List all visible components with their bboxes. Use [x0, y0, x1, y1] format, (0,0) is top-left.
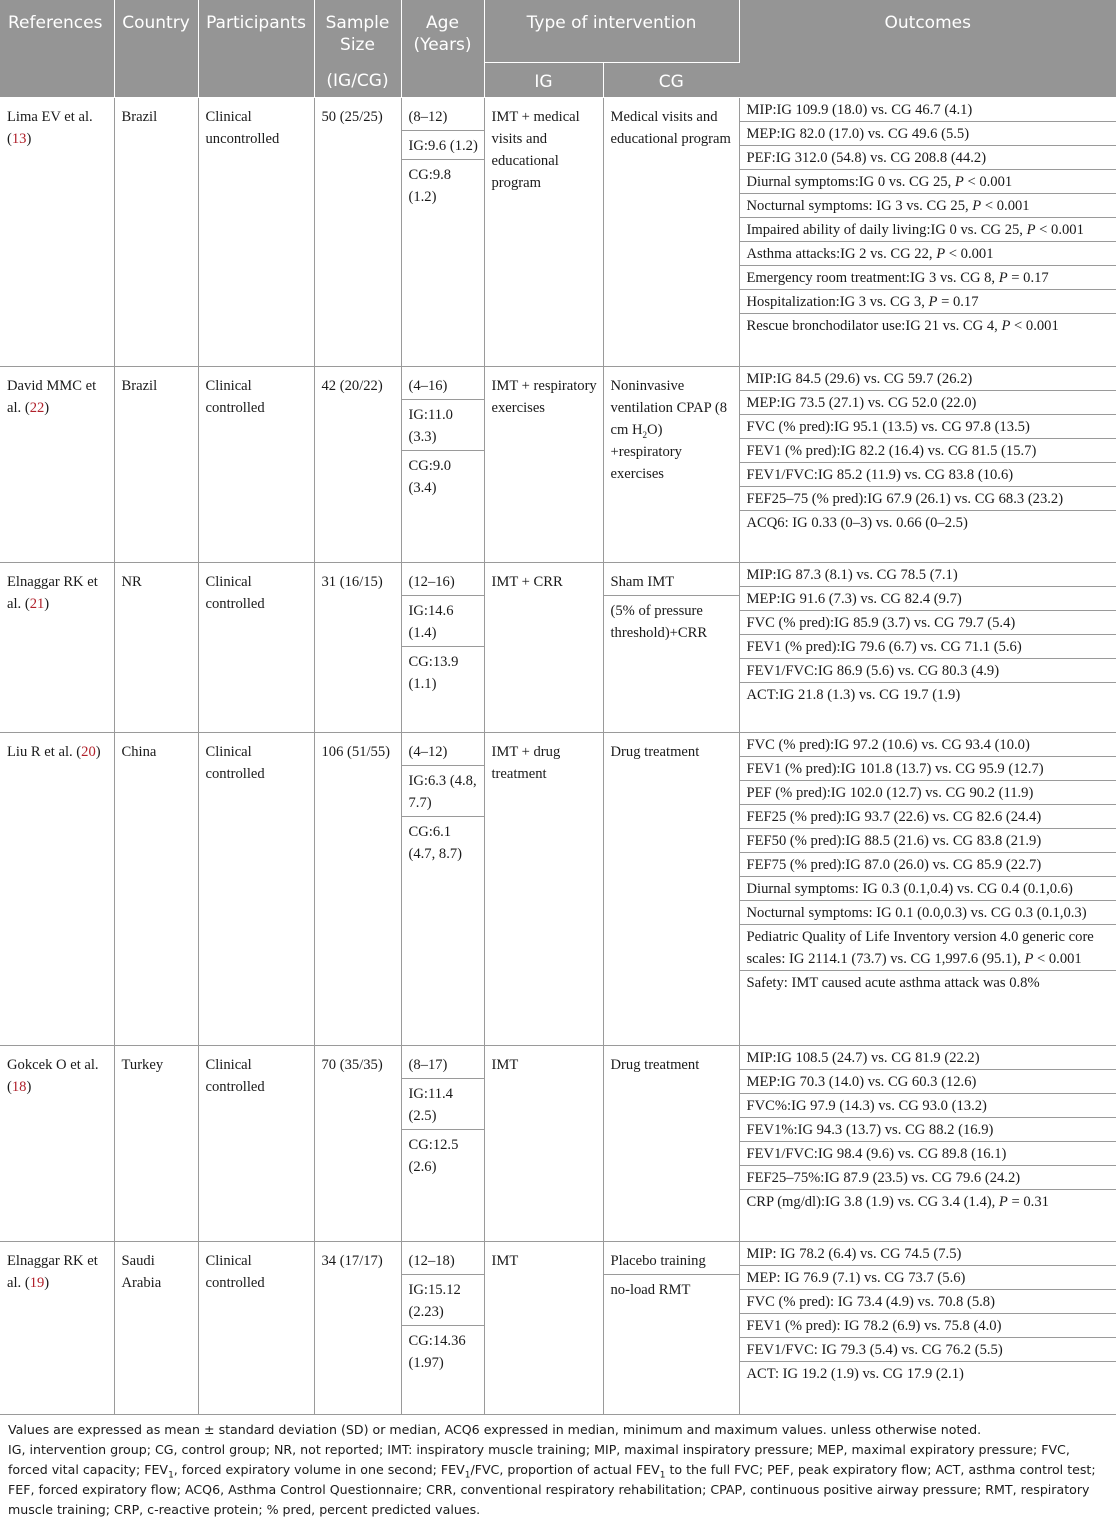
cell-reference: [0, 562, 114, 732]
header-ig: IG: [484, 62, 603, 97]
outcome-item: ACT: IG 19.2 (1.9) vs. CG 17.9 (2.1): [746, 1365, 964, 1382]
outcome-item: FEV1 (% pred):IG 79.6 (6.7) vs. CG 71.1 (5.6): [740, 635, 1116, 659]
age-value: (4–12): [402, 733, 484, 766]
age-value: IG:15.12 (2.23): [402, 1275, 484, 1326]
reference-close: ): [44, 399, 50, 416]
header-age: Age (Years): [401, 0, 484, 97]
age-value: CG:9.0 (3.4): [408, 457, 452, 496]
header-intervention: Type of intervention: [484, 0, 739, 62]
reference-name: Gokcek O et al. (: [7, 1056, 99, 1095]
cell-age: [401, 1045, 484, 1241]
cell-outcomes: [739, 366, 1116, 562]
header-participants: Participants: [198, 0, 314, 97]
outcome-item: Impaired ability of daily living:IG 0 vs. CG 25, P < 0.001: [740, 218, 1116, 242]
age-value: (8–17): [402, 1046, 484, 1079]
outcome-item: MIP:IG 87.3 (8.1) vs. CG 78.5 (7.1): [740, 563, 1116, 587]
cg-value: (5% of pressure threshold)+CRR: [610, 602, 708, 641]
cell-country: Turkey: [114, 1045, 198, 1241]
cell-intervention-ig: [484, 366, 603, 562]
outcome-item: MEP:IG 91.6 (7.3) vs. CG 82.4 (9.7): [740, 587, 1116, 611]
reference-close: ): [26, 1078, 32, 1095]
outcome-item: FEV1 (% pred):IG 101.8 (13.7) vs. CG 95.9 (12.7): [740, 757, 1116, 781]
age-value: (12–18): [402, 1242, 484, 1275]
ig-value: IMT: [491, 1252, 519, 1269]
cell-reference: [0, 732, 114, 1045]
outcome-item: MEP: IG 76.9 (7.1) vs. CG 73.7 (5.6): [740, 1266, 1116, 1290]
cg-value: Sham IMT: [604, 563, 739, 596]
header-sample-sub: (IG/CG): [314, 62, 401, 97]
study-group: [0, 732, 1116, 1045]
outcome-item: MEP:IG 82.0 (17.0) vs. CG 49.6 (5.5): [740, 122, 1116, 146]
study-group: [0, 1045, 1116, 1241]
cell-country: Saudi Arabia: [114, 1241, 198, 1414]
outcome-item: FEV1/FVC:IG 98.4 (9.6) vs. CG 89.8 (16.1): [740, 1142, 1116, 1166]
study-group: [0, 366, 1116, 562]
cg-value: no-load RMT: [610, 1281, 691, 1298]
reference-name: Lima EV et al. (: [7, 108, 93, 147]
reference-link[interactable]: 20: [81, 743, 96, 760]
outcome-item: MIP:IG 109.9 (18.0) vs. CG 46.7 (4.1): [740, 98, 1116, 122]
table-row: [0, 562, 1116, 732]
cell-country: Brazil: [114, 366, 198, 562]
outcome-item: Rescue bronchodilator use:IG 21 vs. CG 4, P < 0.001: [746, 317, 1059, 334]
outcome-item: FVC (% pred):IG 95.1 (13.5) vs. CG 97.8 (13.5): [740, 415, 1116, 439]
reference-close: ): [44, 1274, 50, 1291]
outcome-item: CRP (mg/dl):IG 3.8 (1.9) vs. CG 3.4 (1.4), P = 0.31: [746, 1193, 1049, 1210]
cell-outcomes: [739, 732, 1116, 1045]
outcome-item: Diurnal symptoms: IG 0.3 (0.1,0.4) vs. CG 0.4 (0.1,0.6): [740, 877, 1116, 901]
outcome-item: Emergency room treatment:IG 3 vs. CG 8, P = 0.17: [740, 266, 1116, 290]
outcome-item: FEV1 (% pred):IG 82.2 (16.4) vs. CG 81.5 (15.7): [740, 439, 1116, 463]
cell-intervention-ig: [484, 1241, 603, 1414]
cell-intervention-cg: [603, 366, 739, 562]
outcome-item: Diurnal symptoms:IG 0 vs. CG 25, P < 0.001: [740, 170, 1116, 194]
header-cg: CG: [603, 62, 739, 97]
cell-age: [401, 732, 484, 1045]
cell-sample-size: 31 (16/15): [314, 562, 401, 732]
cell-reference: [0, 366, 114, 562]
cell-participants: Clinical controlled: [198, 366, 314, 562]
cell-intervention-cg: [603, 732, 739, 1045]
outcome-item: FEF75 (% pred):IG 87.0 (26.0) vs. CG 85.9 (22.7): [740, 853, 1116, 877]
outcome-item: Pediatric Quality of Life Inventory version 4.0 generic core scales: IG 2114.1 (73.7) vs. CG 1,997.6 (95.1), P < 0.001: [740, 925, 1116, 971]
reference-link[interactable]: 18: [11, 1078, 27, 1095]
outcome-item: FEV1 (% pred): IG 78.2 (6.9) vs. 75.8 (4.0): [740, 1314, 1116, 1338]
cell-intervention-ig: [484, 1045, 603, 1241]
cell-country: Brazil: [114, 97, 198, 366]
cell-outcomes: [739, 562, 1116, 732]
outcome-item: FEV1%:IG 94.3 (13.7) vs. CG 88.2 (16.9): [740, 1118, 1116, 1142]
cell-outcomes: [739, 1045, 1116, 1241]
outcome-item: ACQ6: IG 0.33 (0–3) vs. 0.66 (0–2.5): [746, 514, 968, 531]
cell-sample-size: 34 (17/17): [314, 1241, 401, 1414]
header-sample-size: Sample Size: [314, 0, 401, 62]
cell-participants: Clinical controlled: [198, 1241, 314, 1414]
cell-age: [401, 562, 484, 732]
cell-intervention-cg: [603, 1241, 739, 1414]
cell-intervention-cg: [603, 1045, 739, 1241]
cell-participants: Clinical controlled: [198, 562, 314, 732]
table-row: [0, 97, 1116, 366]
reference-close: ): [44, 595, 50, 612]
cell-reference: [0, 97, 114, 366]
outcome-item: MEP:IG 73.5 (27.1) vs. CG 52.0 (22.0): [740, 391, 1116, 415]
age-value: IG:11.4 (2.5): [402, 1079, 484, 1130]
table-row: [0, 1241, 1116, 1414]
reference-name: Liu R et al. (: [7, 743, 82, 760]
cell-reference: [0, 1241, 114, 1414]
outcome-item: FVC (% pred):IG 85.9 (3.7) vs. CG 79.7 (5.4): [740, 611, 1116, 635]
cg-value: Placebo training: [604, 1242, 739, 1275]
cg-value: Medical visits and educational program: [610, 108, 731, 147]
age-value: (12–16): [402, 563, 484, 596]
cell-intervention-ig: [484, 732, 603, 1045]
age-value: IG:14.6 (1.4): [402, 596, 484, 647]
age-value: IG:9.6 (1.2): [402, 131, 484, 160]
study-group: [0, 1241, 1116, 1414]
cell-outcomes: [739, 1241, 1116, 1414]
outcome-item: FEV1/FVC:IG 86.9 (5.6) vs. CG 80.3 (4.9): [740, 659, 1116, 683]
outcome-item: FEF25–75%:IG 87.9 (23.5) vs. CG 79.6 (24.2): [740, 1166, 1116, 1190]
age-value: (8–12): [402, 98, 484, 131]
cell-participants: Clinical uncontrolled: [198, 97, 314, 366]
reference-name: Elnaggar RK et al. (: [7, 1252, 98, 1291]
outcome-item: MIP:IG 108.5 (24.7) vs. CG 81.9 (22.2): [740, 1046, 1116, 1070]
cg-value: Drug treatment: [610, 743, 700, 760]
cell-age: [401, 1241, 484, 1414]
outcome-item: FVC (% pred):IG 97.2 (10.6) vs. CG 93.4 (10.0): [740, 733, 1116, 757]
outcome-item: FEV1/FVC: IG 79.3 (5.4) vs. CG 76.2 (5.5): [740, 1338, 1116, 1362]
cell-sample-size: 70 (35/35): [314, 1045, 401, 1241]
age-value: CG:14.36 (1.97): [408, 1332, 466, 1371]
cell-country: NR: [114, 562, 198, 732]
table-row: [0, 732, 1116, 1045]
reference-close: ): [95, 743, 101, 760]
footnote-values: Values are expressed as mean ± standard deviation (SD) or median, ACQ6 expressed in median, minimum and maximum values. unless otherwise noted.: [8, 1422, 982, 1437]
outcome-item: MIP:IG 84.5 (29.6) vs. CG 59.7 (26.2): [740, 367, 1116, 391]
cell-sample-size: 42 (20/22): [314, 366, 401, 562]
outcome-item: FEF25 (% pred):IG 93.7 (22.6) vs. CG 82.6 (24.4): [740, 805, 1116, 829]
cell-age: [401, 366, 484, 562]
outcome-item: Safety: IMT caused acute asthma attack was 0.8%: [746, 974, 1040, 991]
study-group: [0, 97, 1116, 366]
ig-value: IMT + medical visits and educational program: [491, 108, 580, 191]
study-group: [0, 562, 1116, 732]
age-value: IG:6.3 (4.8, 7.7): [402, 766, 484, 817]
cell-reference: [0, 1045, 114, 1241]
cell-sample-size: 50 (25/25): [314, 97, 401, 366]
table-header: [0, 0, 1116, 97]
reference-link[interactable]: 21: [29, 595, 45, 612]
header-references: References: [0, 0, 114, 97]
age-value: CG:12.5 (2.6): [408, 1136, 459, 1175]
age-value: CG:13.9 (1.1): [408, 653, 459, 692]
age-value: IG:11.0 (3.3): [402, 400, 484, 451]
ig-value: IMT + respiratory exercises: [491, 377, 597, 416]
outcome-item: FEF25–75 (% pred):IG 67.9 (26.1) vs. CG 68.3 (23.2): [740, 487, 1116, 511]
cg-value: Drug treatment: [610, 1056, 700, 1073]
cell-age: [401, 97, 484, 366]
cell-participants: Clinical controlled: [198, 1045, 314, 1241]
outcome-item: Asthma attacks:IG 2 vs. CG 22, P < 0.001: [740, 242, 1116, 266]
outcome-item: Nocturnal symptoms: IG 3 vs. CG 25, P < 0.001: [740, 194, 1116, 218]
cell-country: China: [114, 732, 198, 1045]
outcome-item: PEF (% pred):IG 102.0 (12.7) vs. CG 90.2 (11.9): [740, 781, 1116, 805]
cell-outcomes: [739, 97, 1116, 366]
outcome-item: MIP: IG 78.2 (6.4) vs. CG 74.5 (7.5): [740, 1242, 1116, 1266]
footnote-abbreviations: IG, intervention group; CG, control group; NR, not reported; IMT: inspiratory muscle training; MIP, maximal inspiratory pressure; MEP, maximal expiratory pressure; FVC, forced vital capacity; $FEV_1$, forced expiratory volume in one second; $FEV_1$/FVC, proportion of actual $FEV_1$ to the full FVC; PEF, peak expiratory flow; ACT, asthma control test; FEF, forced expiratory flow; ACQ6, Asthma Control Questionnaire; CRR, conventional respiratory rehabilitation; CPAP, continuous positive airway pressure; RMT, respiratory muscle training; CRP, c-reactive protein; % pred, percent predicted values.: [8, 1442, 1096, 1517]
cell-intervention-ig: [484, 97, 603, 366]
cell-intervention-cg: [603, 97, 739, 366]
age-value: CG:6.1 (4.7, 8.7): [408, 823, 463, 862]
table-row: [0, 366, 1116, 562]
reference-link[interactable]: 19: [29, 1274, 45, 1291]
reference-name: David MMC et al. (: [7, 377, 97, 416]
header-country: Country: [114, 0, 198, 97]
table-footnotes: [8, 1420, 1108, 1520]
cg-value: Noninvasive ventilation CPAP (8 cm $H_2O$) +respiratory exercises: [610, 377, 727, 482]
outcome-item: PEF:IG 312.0 (54.8) vs. CG 208.8 (44.2): [740, 146, 1116, 170]
outcome-item: Hospitalization:IG 3 vs. CG 3, P = 0.17: [740, 290, 1116, 314]
age-value: CG:9.8 (1.2): [408, 166, 452, 205]
reference-link[interactable]: 13: [11, 130, 27, 147]
age-value: (4–16): [402, 367, 484, 400]
ig-value: IMT + drug treatment: [491, 743, 561, 782]
reference-close: ): [26, 130, 32, 147]
outcome-item: FEF50 (% pred):IG 88.5 (21.6) vs. CG 83.8 (21.9): [740, 829, 1116, 853]
reference-name: Elnaggar RK et al. (: [7, 573, 98, 612]
reference-link[interactable]: 22: [29, 399, 45, 416]
cell-intervention-ig: [484, 562, 603, 732]
ig-value: IMT: [491, 1056, 519, 1073]
cell-intervention-cg: [603, 562, 739, 732]
table-row: [0, 1045, 1116, 1241]
outcome-item: Nocturnal symptoms: IG 0.1 (0.0,0.3) vs. CG 0.3 (0.1,0.3): [740, 901, 1116, 925]
cell-sample-size: 106 (51/55): [314, 732, 401, 1045]
outcome-item: FEV1/FVC:IG 85.2 (11.9) vs. CG 83.8 (10.6): [740, 463, 1116, 487]
outcome-item: ACT:IG 21.8 (1.3) vs. CG 19.7 (1.9): [746, 686, 961, 703]
outcome-item: MEP:IG 70.3 (14.0) vs. CG 60.3 (12.6): [740, 1070, 1116, 1094]
header-outcomes: Outcomes: [739, 0, 1116, 97]
ig-value: IMT + CRR: [491, 573, 563, 590]
outcome-item: FVC (% pred): IG 73.4 (4.9) vs. 70.8 (5.8): [740, 1290, 1116, 1314]
outcome-item: FVC%:IG 97.9 (14.3) vs. CG 93.0 (13.2): [740, 1094, 1116, 1118]
cell-participants: Clinical controlled: [198, 732, 314, 1045]
